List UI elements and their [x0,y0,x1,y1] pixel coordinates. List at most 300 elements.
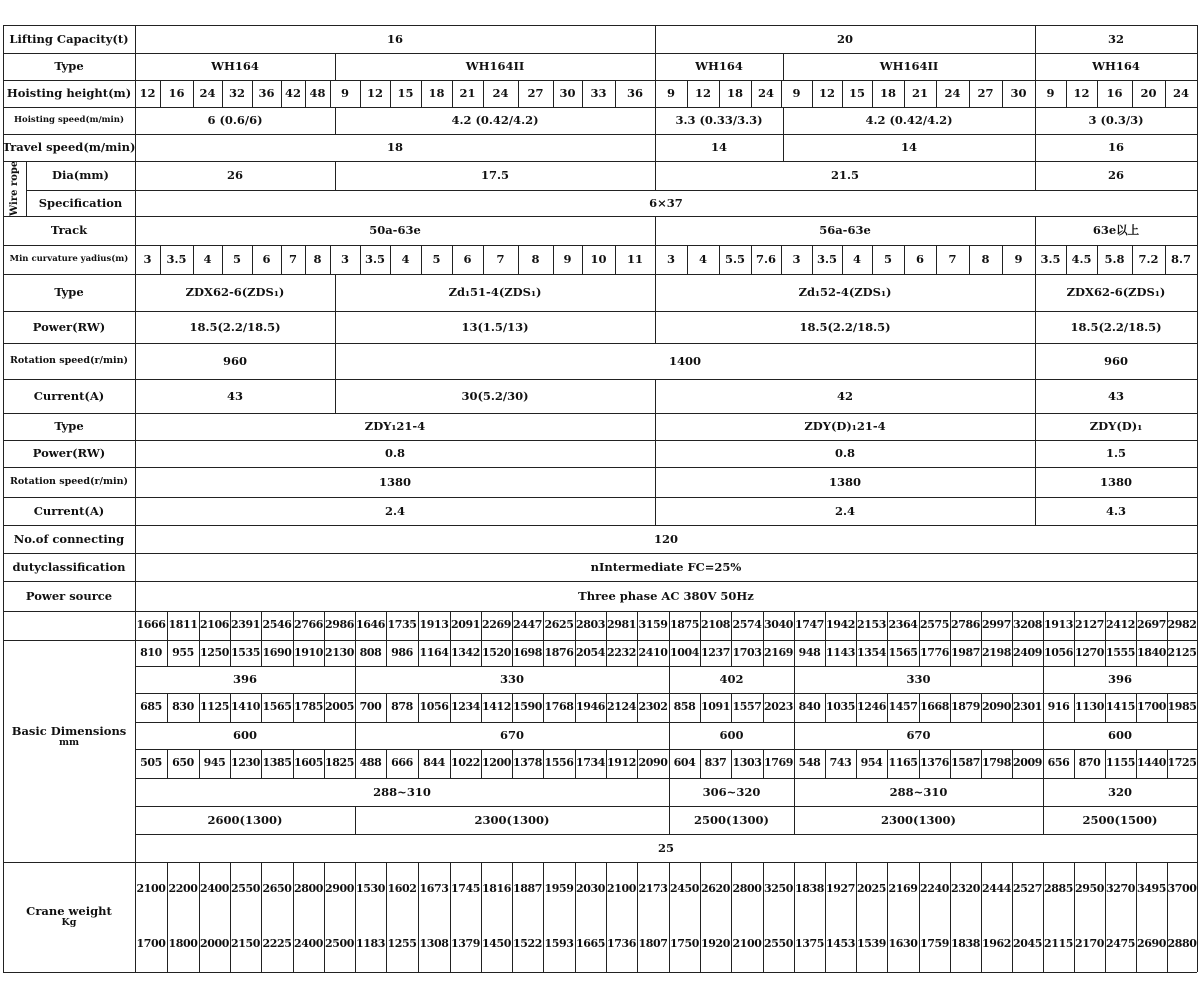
label-crane-weight [3,862,135,972]
grid-line [335,53,336,80]
table-cell: 1876 [544,645,574,659]
table-cell: 5 [232,252,241,267]
table-cell: 3040 [763,618,793,632]
table-cell: 120 [653,531,678,546]
table-cell: 1946 [575,700,605,714]
table-cell: 24 [199,86,216,101]
table-cell: 14 [900,140,917,155]
table-cell: 3.5 [816,252,837,267]
table-cell: 1385 [262,756,292,770]
grid-line [825,693,826,722]
grid-line [1035,245,1036,274]
table-cell: 1125 [199,700,229,714]
grid-line [950,693,951,722]
table-cell: 1380 [828,474,861,489]
grid-line [981,640,982,666]
grid-line [919,693,920,722]
grid-line [582,80,583,107]
table-cell: 30(5.2/30) [461,388,529,403]
grid-line [919,862,920,972]
table-cell: 2300(1300) [881,812,956,827]
table-cell: 1875 [669,618,699,632]
table-cell: 1800 [168,937,198,951]
table-cell: 1379 [450,937,480,951]
table-cell: 1380 [1099,474,1132,489]
table-cell: 1520 [481,645,511,659]
table-cell: 1910 [293,645,323,659]
grid-line [1035,413,1036,440]
table-cell: 2115 [1043,937,1073,951]
grid-line [731,749,732,778]
grid-line [512,611,513,640]
grid-line [615,80,616,107]
grid-line [293,611,294,640]
table-cell: 16 [1107,140,1124,155]
table-cell: 18.5(2.2/18.5) [189,319,281,334]
grid-line [969,80,970,107]
grid-line [731,611,732,640]
table-cell: 986 [391,645,413,659]
table-cell: 7 [496,252,505,267]
table-cell: 1825 [324,756,354,770]
table-cell: 810 [140,645,162,659]
table-cell: 656 [1047,756,1070,770]
crane-weight-unit: Kg [61,917,77,929]
table-cell: 1887 [512,882,542,896]
grid-line [512,862,513,972]
grid-line [1105,693,1106,722]
table-cell: ZDY(D)₁ [1089,419,1143,434]
grid-line [1132,245,1133,274]
table-cell: 2125 [1167,645,1197,659]
table-cell: 1375 [794,937,824,951]
table-cell: 685 [140,700,162,714]
table-cell: 1535 [230,645,260,659]
grid-line [794,640,795,666]
grid-line [1132,80,1133,107]
grid-line [1035,343,1036,379]
table-cell: 2500 [324,937,354,951]
grid-line [418,693,419,722]
table-cell: 1673 [419,882,449,896]
grid-line [1035,216,1036,245]
grid-line [543,611,544,640]
grid-line [167,611,168,640]
grid-line [719,245,720,274]
grid-line [655,311,656,343]
grid-line [1012,611,1013,640]
grid-line [543,862,544,972]
table-cell: 1807 [638,937,668,951]
grid-line [390,245,391,274]
table-cell: 3208 [1012,618,1042,632]
table-cell: 18 [726,86,743,101]
grid-line [751,245,752,274]
label-min-curvature: Min curvature yadius(m) [9,253,129,264]
table-cell: 402 [719,672,744,687]
grid-line [655,80,656,107]
table-cell: 2153 [856,618,886,632]
grid-line [450,693,451,722]
table-cell: 3 [143,252,152,267]
table-cell: 1522 [512,937,542,951]
table-cell: 9 [563,252,572,267]
table-cell: 1985 [1167,700,1197,714]
label-specification: Specification [38,195,123,210]
table-cell: WH164 [695,59,743,74]
grid-line [355,862,356,972]
grid-line [483,80,484,107]
grid-line [1167,749,1168,778]
grid-line [794,862,795,972]
table-cell: 1143 [825,645,855,659]
grid-line [669,778,670,806]
grid-line [481,693,482,722]
table-cell: 4.5 [1071,252,1092,267]
table-cell: 1927 [825,882,855,896]
grid-line [222,245,223,274]
table-cell: 2900 [324,882,354,896]
grid-line [856,611,857,640]
table-cell: 2600(1300) [207,812,283,827]
label-travel-motor-power: Power(RW) [32,446,106,461]
table-cell: 1665 [575,937,605,951]
table-cell: 2786 [950,618,980,632]
grid-line [904,80,905,107]
grid-line [781,245,782,274]
table-cell: 3250 [763,882,793,896]
grid-line [783,107,784,134]
grid-line [418,640,419,666]
table-cell: 1035 [825,700,855,714]
grid-line [936,245,937,274]
table-cell: 9 [666,86,675,101]
table-cell: 2000 [199,937,229,951]
grid-line [1074,611,1075,640]
table-cell: 2575 [919,618,949,632]
table-cell: 2409 [1012,645,1042,659]
table-cell: 2650 [262,882,292,896]
label-wire-rope: Wire rope [9,161,20,216]
grid-line [160,80,161,107]
table-cell: 10 [590,252,607,267]
table-cell: 6 [463,252,472,267]
table-cell: 12 [818,86,835,101]
table-cell: 8.7 [1170,252,1191,267]
table-cell: 2620 [700,882,730,896]
grid-line [904,245,905,274]
grid-line [167,693,168,722]
grid-line [1074,749,1075,778]
table-cell: 548 [798,756,821,770]
table-cell: WH164II [465,59,525,74]
grid-line [261,862,262,972]
grid-line [950,749,951,778]
grid-line [1035,311,1036,343]
table-cell: 320 [1107,784,1132,799]
table-cell: 2169 [763,645,793,659]
table-cell: 1091 [700,700,730,714]
grid-line [252,80,253,107]
grid-line [669,862,670,972]
grid-line [324,862,325,972]
table-cell: 960 [222,353,247,368]
grid-line [1012,862,1013,972]
table-cell: 0.8 [384,446,405,461]
grid-line [386,611,387,640]
label-hoisting-speed: Hoisting speed(m/min) [14,114,124,125]
grid-line [199,693,200,722]
table-cell: 3 [792,252,801,267]
table-cell: 4.2 (0.42/4.2) [451,113,539,128]
table-cell: 488 [359,756,382,770]
table-cell: 3.5 [1040,252,1061,267]
table-cell: 1811 [168,618,198,632]
table-cell: 25 [657,840,674,855]
table-cell: 24 [944,86,961,101]
grid-line [450,640,451,666]
table-cell: 4 [203,252,212,267]
grid-line [655,379,656,413]
grid-line [199,640,200,666]
table-cell: 396 [232,672,257,687]
grid-line [1035,134,1036,161]
table-cell: 13(1.5/13) [461,319,529,334]
table-cell: 743 [829,756,852,770]
table-cell: 2625 [544,618,574,632]
grid-line [1074,693,1075,722]
table-cell: 3 (0.3/3) [1088,113,1144,128]
label-dia: Dia(mm) [51,168,109,183]
grid-line [1105,749,1106,778]
grid-line [1035,440,1036,467]
grid-line [1066,245,1067,274]
label-basic-dimensions [3,611,135,862]
grid-line [687,80,688,107]
table-cell: Zd₁51-4(ZDS₁) [448,285,542,300]
grid-line [856,749,857,778]
table-cell: 8 [531,252,540,267]
table-cell: 844 [423,756,445,770]
grid-line [763,862,764,972]
table-cell: 1736 [606,937,636,951]
table-cell: 1959 [544,882,574,896]
table-cell: 1378 [512,756,542,770]
table-cell: 9 [1014,252,1023,267]
grid-line [167,640,168,666]
table-cell: 396 [1107,672,1132,687]
grid-line [293,862,294,972]
grid-line [825,749,826,778]
table-cell: 1183 [355,937,385,951]
grid-line [1097,80,1098,107]
label-power-source: Power source [25,588,113,603]
table-cell: 2500(1500) [1082,812,1158,827]
table-cell: 6 (0.6/6) [207,113,263,128]
table-cell: Three phase AC 380V 50Hz [578,588,754,603]
label-hoist-motor-current: Current(A) [33,388,105,403]
grid-line [1136,611,1137,640]
grid-line [1012,693,1013,722]
label-type: Type [54,59,84,74]
grid-line [1097,245,1098,274]
grid-line [655,53,656,80]
grid-line [330,245,331,274]
table-cell: 2130 [324,645,354,659]
crane-weight-title: Crane weight [26,904,112,919]
grid-line [421,245,422,274]
table-cell: 2005 [324,700,354,714]
grid-line [1035,467,1036,497]
label-hoisting-height: Hoisting height(m) [6,86,132,101]
table-cell: 26 [1107,168,1124,183]
table-cell: ZDY(D)₁21-4 [804,419,886,434]
table-cell: 20 [1140,86,1157,101]
table-cell: 2025 [856,882,886,896]
grid-line [512,749,513,778]
table-cell: 2269 [481,618,511,632]
table-cell: 1022 [450,756,480,770]
table-cell: 4.3 [1105,503,1126,518]
grid-line [655,245,656,274]
grid-line [825,640,826,666]
grid-line [606,611,607,640]
table-cell: 2475 [1105,937,1135,951]
table-cell: 5.8 [1104,252,1125,267]
table-cell: 30 [559,86,576,101]
grid-line [731,693,732,722]
table-cell: 1530 [355,882,385,896]
table-cell: 2550 [230,882,260,896]
table-cell: nIntermediate FC=25% [590,559,742,574]
grid-line [606,749,607,778]
grid-line [1043,862,1044,972]
table-cell: 21 [911,86,928,101]
table-cell: 2880 [1167,937,1197,951]
table-cell: 1155 [1105,756,1135,770]
grid-line [305,245,306,274]
grid-line [553,80,554,107]
grid-line [1165,80,1166,107]
grid-line [360,80,361,107]
table-cell: 18 [428,86,445,101]
grid-line [335,343,336,379]
table-cell: 1605 [293,756,323,770]
table-cell: 2232 [606,645,636,659]
table-cell: 948 [798,645,821,659]
grid-line [512,693,513,722]
table-cell: 7 [948,252,957,267]
table-cell: 2320 [950,882,980,896]
table-cell: 2400 [293,937,323,951]
table-cell: 6 [915,252,924,267]
grid-line [825,611,826,640]
grid-line [582,245,583,274]
table-cell: 1342 [450,645,480,659]
table-cell: 808 [359,645,382,659]
table-cell: 7.6 [755,252,776,267]
grid-line [1002,245,1003,274]
table-cell: 2391 [230,618,260,632]
table-cell: 2127 [1074,618,1104,632]
grid-line [606,862,607,972]
table-cell: 2200 [168,882,198,896]
table-cell: 6 [262,252,271,267]
table-cell: 3.5 [166,252,187,267]
grid-line [481,862,482,972]
grid-line [335,379,336,413]
grid-line [655,161,656,190]
grid-line [335,107,336,134]
grid-line [700,862,701,972]
table-cell: 7 [288,252,297,267]
table-cell: 1230 [230,756,260,770]
table-cell: 3.3 (0.33/3.3) [675,113,763,128]
grid-line [783,134,784,161]
grid-line [230,862,231,972]
table-cell: 1703 [732,645,762,659]
grid-line [193,245,194,274]
table-cell: 5 [883,252,892,267]
table-cell: 1565 [262,700,292,714]
grid-line [1035,80,1036,107]
table-cell: 3700 [1167,882,1197,896]
table-cell: 1942 [825,618,855,632]
grid-line [1165,245,1166,274]
grid-line [1136,640,1137,666]
grid-line [355,666,356,693]
grid-line [543,693,544,722]
grid-line [919,611,920,640]
grid-line [1035,274,1036,311]
label-hoist-motor-type: Type [54,285,84,300]
table-cell: 2090 [981,700,1011,714]
grid-line [575,693,576,722]
table-cell: 2009 [1012,756,1042,770]
table-cell: 2100 [136,882,166,896]
grid-line [481,749,482,778]
table-cell: 600 [1107,728,1132,743]
grid-line [199,749,200,778]
table-cell: 2302 [638,700,668,714]
table-cell: 16 [1106,86,1123,101]
grid-line [794,749,795,778]
table-cell: 12 [139,86,156,101]
grid-line [872,80,873,107]
table-cell: 1987 [950,645,980,659]
grid-line [606,640,607,666]
table-cell: 1200 [481,756,511,770]
grid-line [335,274,336,311]
table-cell: 3159 [638,618,668,632]
table-cell: 1785 [293,700,323,714]
grid-line [812,245,813,274]
grid-line [856,693,857,722]
grid-line [1043,722,1044,749]
table-cell: 5.5 [724,252,745,267]
grid-line [575,611,576,640]
grid-line [199,862,200,972]
table-cell: 1769 [763,756,793,770]
table-cell: 1380 [378,474,411,489]
table-cell: 1237 [700,645,730,659]
table-cell: 1539 [856,937,886,951]
grid-line [700,749,701,778]
grid-line [794,806,795,834]
table-cell: 1666 [136,618,166,632]
grid-line [887,640,888,666]
table-cell: 2982 [1167,618,1197,632]
